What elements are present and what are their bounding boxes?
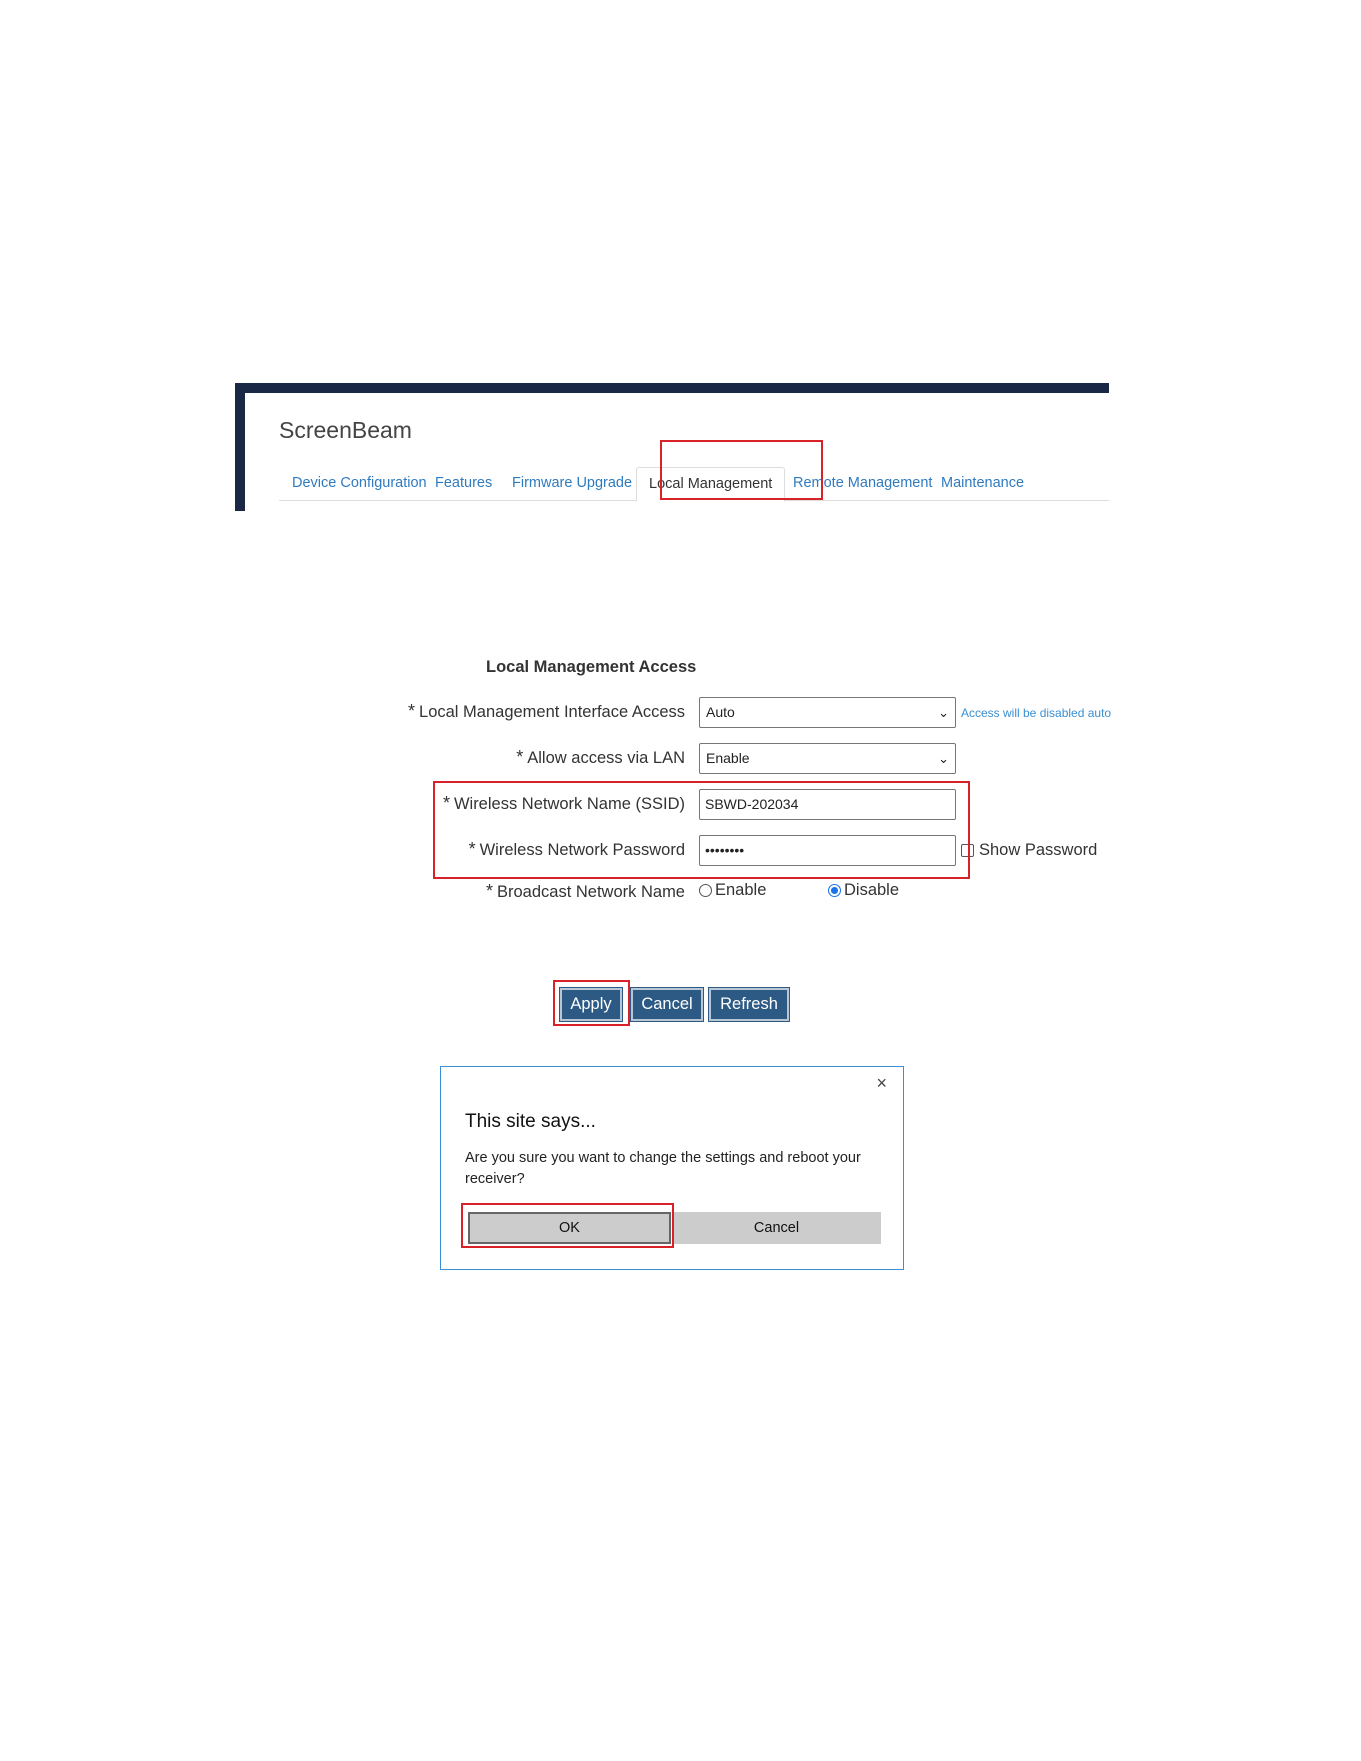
tab-firmware-upgrade[interactable]: Firmware Upgrade	[512, 475, 633, 491]
highlight-local-management-tab	[660, 440, 823, 500]
tab-device-configuration[interactable]: Device Configuration	[292, 475, 427, 491]
dialog-cancel-button[interactable]: Cancel	[672, 1212, 881, 1244]
interface-access-label	[408, 701, 685, 722]
tab-local-management[interactable]: Local Management	[636, 467, 785, 502]
broadcast-enable-radio[interactable]	[699, 881, 766, 900]
section-title: Local Management Access	[486, 658, 697, 676]
chevron-down-icon: ⌄	[938, 705, 949, 720]
interface-access-select[interactable]	[699, 697, 956, 728]
interface-access-hint: Access will be disabled auto	[961, 706, 1111, 720]
broadcast-label	[486, 881, 685, 902]
broadcast-enable-label: Enable	[715, 881, 767, 899]
password-label-text: Wireless Network Password	[479, 841, 685, 859]
interface-access-label-text: Local Management Interface Access	[419, 703, 685, 721]
cancel-button[interactable]: Cancel	[631, 988, 703, 1021]
password-input[interactable]: ••••••••	[699, 835, 956, 866]
highlight-ok-button	[461, 1203, 674, 1248]
tab-remote-management[interactable]: Remote Management	[793, 475, 933, 491]
brand-title: ScreenBeam	[279, 417, 412, 443]
show-password-checkbox[interactable]	[961, 841, 1097, 860]
required-mark: *	[442, 793, 450, 813]
ssid-input[interactable]: SBWD-202034	[699, 789, 956, 820]
lan-access-value: Enable	[706, 750, 750, 766]
refresh-button[interactable]: Refresh	[709, 988, 789, 1021]
required-mark: *	[485, 881, 493, 901]
dialog-title: This site says...	[465, 1111, 596, 1132]
highlight-apply-button	[553, 980, 630, 1026]
required-mark: *	[408, 701, 416, 721]
tab-features[interactable]: Features	[435, 475, 493, 491]
dialog-message: Are you sure you want to change the settings and reboot your receiver?	[465, 1150, 861, 1187]
highlight-wireless-fields	[433, 781, 970, 879]
chevron-down-icon: ⌄	[938, 751, 949, 766]
required-mark: *	[468, 839, 476, 859]
show-password-label: Show Password	[979, 841, 1098, 859]
apply-button[interactable]: Apply	[560, 988, 622, 1021]
broadcast-disable-label: Disable	[844, 881, 900, 899]
radio-selected-icon	[828, 884, 841, 897]
close-icon[interactable]: ×	[876, 1073, 887, 1093]
lan-access-label	[516, 747, 685, 768]
required-mark: *	[516, 747, 524, 767]
interface-access-value: Auto	[706, 704, 735, 720]
lan-access-label-text: Allow access via LAN	[527, 749, 685, 767]
broadcast-label-text: Broadcast Network Name	[497, 883, 685, 901]
radio-icon	[699, 884, 712, 897]
ssid-label-text: Wireless Network Name (SSID)	[453, 795, 685, 813]
broadcast-disable-radio[interactable]	[828, 881, 899, 900]
lan-access-select[interactable]	[699, 743, 956, 774]
tab-maintenance[interactable]: Maintenance	[941, 475, 1025, 491]
dialog-ok-button[interactable]: OK	[468, 1212, 671, 1244]
